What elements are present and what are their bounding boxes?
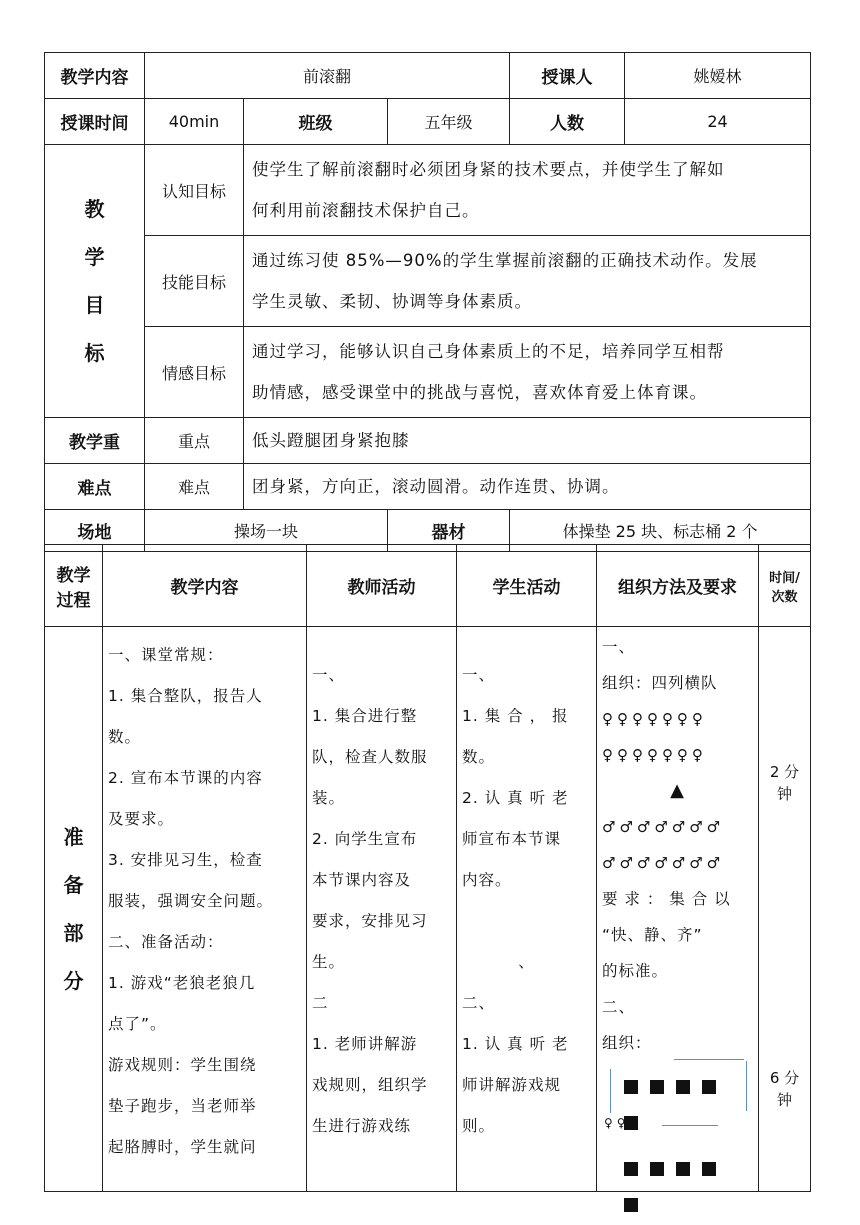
skill-goal-label: 技能目标	[145, 236, 244, 327]
key-points-section-line2: 难点	[45, 464, 145, 510]
mat-icon	[702, 1080, 716, 1094]
venue-label: 场地	[45, 510, 145, 552]
content-line: 游戏规则：学生围绕	[108, 1056, 257, 1074]
student-line: 二、	[462, 994, 496, 1012]
equipment-label: 器材	[388, 510, 510, 552]
prep-student-activity	[457, 627, 597, 1192]
teacher-activity-header: 教师活动	[307, 545, 457, 627]
teacher-line: 生进行游戏练	[312, 1117, 412, 1135]
arrow-up-icon	[746, 1061, 747, 1111]
mat-icon	[676, 1080, 690, 1094]
class-label: 班级	[244, 99, 388, 145]
prep-organization	[597, 627, 759, 1192]
prep-section	[45, 627, 103, 1192]
goal-line: 学生灵敏、柔韧、协调等身体素质。	[252, 292, 532, 311]
female-row-1: ♀♀♀♀♀♀♀	[602, 710, 707, 728]
content-line: 3. 安排见习生，检查	[108, 851, 263, 869]
time-header-line: 次数	[771, 589, 798, 605]
teacher-line: 生。	[312, 953, 346, 971]
time-header-line: 时间/	[769, 570, 800, 586]
mat-icon	[676, 1162, 690, 1176]
student-line: 内容。	[462, 871, 512, 889]
org-line: 二、	[602, 998, 636, 1016]
organization-header: 组织方法及要求	[597, 545, 759, 627]
teacher-line: 一、	[312, 666, 346, 684]
male-row-2: ♂♂♂♂♂♂♂	[602, 854, 725, 872]
mat-icon	[650, 1162, 664, 1176]
org-line: 的标准。	[602, 962, 669, 980]
count-label: 人数	[510, 99, 625, 145]
venue-value: 操场一块	[145, 510, 388, 552]
skill-goal-text	[244, 236, 811, 327]
female-row-2: ♀♀♀♀♀♀♀	[602, 746, 707, 764]
goals-char: 学	[84, 245, 105, 269]
teacher-line: 1. 老师讲解游	[312, 1035, 418, 1053]
class-value: 五年级	[388, 99, 510, 145]
emotion-goal-text	[244, 327, 811, 418]
arrow-right-icon	[662, 1125, 718, 1126]
content-line: 数。	[108, 728, 142, 746]
prep-char: 准	[63, 825, 84, 849]
student-line: 、	[518, 953, 535, 971]
goal-line: 通过练习使 85%—90%的学生掌握前滚翻的正确技术动作。发展	[252, 251, 758, 270]
mat-icon	[624, 1080, 638, 1094]
content-line: 一、课堂常规：	[108, 646, 224, 664]
teacher-line: 戏规则，组织学	[312, 1076, 428, 1094]
goal-line: 何利用前滚翻技术保护自己。	[252, 201, 480, 220]
student-line	[462, 901, 591, 942]
student-line: 1. 集 合 ， 报	[462, 707, 569, 725]
teacher-line: 1. 集合进行整	[312, 707, 418, 725]
prep-char: 部	[63, 921, 84, 945]
mat-icon	[650, 1080, 664, 1094]
emotion-goal-label: 情感目标	[145, 327, 244, 418]
process-header-line: 教学	[56, 565, 91, 586]
cognitive-goal-text	[244, 145, 811, 236]
cognitive-goal-label: 认知目标	[145, 145, 244, 236]
time-line: 钟	[776, 1091, 792, 1109]
prep-content	[103, 627, 307, 1192]
student-line: 1. 认 真 听 老	[462, 1035, 569, 1053]
teacher-line: 队，检查人数服	[312, 748, 428, 766]
goal-line: 使学生了解前滚翻时必须团身紧的技术要点，并使学生了解如	[252, 160, 725, 179]
mat-row-top	[624, 1071, 753, 1143]
difficulty-label: 难点	[145, 464, 244, 510]
equipment-value: 体操垫 25 块、标志桶 2 个	[510, 510, 811, 552]
content-value: 前滚翻	[145, 53, 510, 99]
teacher-line: 要求，安排见习	[312, 912, 428, 930]
teacher-line: 装。	[312, 789, 346, 807]
time-label: 授课时间	[45, 99, 145, 145]
content-line: 1. 集合整队，报告人	[108, 687, 263, 705]
goals-char: 标	[84, 341, 105, 365]
content-line: 垫子跑步，当老师举	[108, 1097, 257, 1115]
teaching-process-table	[44, 544, 811, 1192]
goal-line: 通过学习，能够认识自己身体素质上的不足，培养同学互相帮	[252, 342, 725, 361]
org-line: 一、	[602, 638, 636, 656]
content-line: 及要求。	[108, 810, 175, 828]
focus-value: 低头蹬腿团身紧抱膝	[244, 418, 811, 464]
content-line: 1. 游戏“老狼老狼几	[108, 974, 256, 992]
focus-label: 重点	[145, 418, 244, 464]
teacher-label: 授课人	[510, 53, 625, 99]
student-line: 2. 认 真 听 老	[462, 789, 569, 807]
arrow-left-icon	[674, 1059, 744, 1060]
student-line: 数。	[462, 748, 496, 766]
goals-char: 教	[84, 197, 105, 221]
content-line: 点了”。	[108, 1015, 167, 1033]
difficulty-value: 团身紧，方向正，滚动圆滑。动作连贯、协调。	[244, 464, 811, 510]
content-line: 服装，强调安全问题。	[108, 892, 274, 910]
key-points-section-line1: 教学重	[45, 418, 145, 464]
teacher-value: 姚嫒林	[625, 53, 811, 99]
process-header-line: 过程	[56, 590, 91, 611]
student-line: 师宣布本节课	[462, 830, 562, 848]
org-line: “快、静、齐”	[602, 926, 703, 944]
process-header	[45, 545, 103, 627]
mat-row-bottom	[624, 1153, 753, 1225]
mat-icon	[624, 1162, 638, 1176]
time-value: 40min	[145, 99, 244, 145]
teacher-position-icon: ▲	[670, 780, 685, 801]
prep-char: 分	[63, 969, 84, 993]
male-row-1: ♂♂♂♂♂♂♂	[602, 818, 725, 836]
mat-icon	[624, 1198, 638, 1212]
student-line: 师讲解游戏规	[462, 1076, 562, 1094]
goal-line: 助情感，感受课堂中的挑战与喜悦，喜欢体育爱上体育课。	[252, 383, 707, 402]
content-line: 2. 宣布本节课的内容	[108, 769, 263, 787]
student-line: 一、	[462, 666, 496, 684]
teacher-line: 本节课内容及	[312, 871, 412, 889]
prep-time	[759, 627, 811, 1192]
org-line: 组织：四列横队	[602, 674, 718, 692]
mat-icon	[702, 1162, 716, 1176]
time-line: 6 分	[769, 1069, 800, 1087]
teacher-line: 二	[312, 994, 329, 1012]
content-line: 二、准备活动：	[108, 933, 224, 951]
time-count-header	[759, 545, 811, 627]
teacher-line: 2. 向学生宣布	[312, 830, 418, 848]
goals-section	[45, 145, 145, 418]
prep-teacher-activity	[307, 627, 457, 1192]
game-students: ♀♀♀	[604, 1116, 643, 1130]
student-line: 则。	[462, 1117, 496, 1135]
time-line: 2 分	[769, 763, 800, 781]
prep-char: 备	[63, 873, 84, 897]
count-value: 24	[625, 99, 811, 145]
game-formation-diagram	[602, 1061, 753, 1191]
content-label: 教学内容	[45, 53, 145, 99]
content-header: 教学内容	[103, 545, 307, 627]
goals-char: 目	[84, 293, 105, 317]
time-line: 钟	[776, 785, 792, 803]
student-activity-header: 学生活动	[457, 545, 597, 627]
org-line: 组织：	[602, 1034, 652, 1052]
lesson-info-table	[44, 52, 811, 552]
content-line: 起胳膊时，学生就问	[108, 1138, 257, 1156]
org-line: 要 求 ： 集 合 以	[602, 890, 731, 908]
